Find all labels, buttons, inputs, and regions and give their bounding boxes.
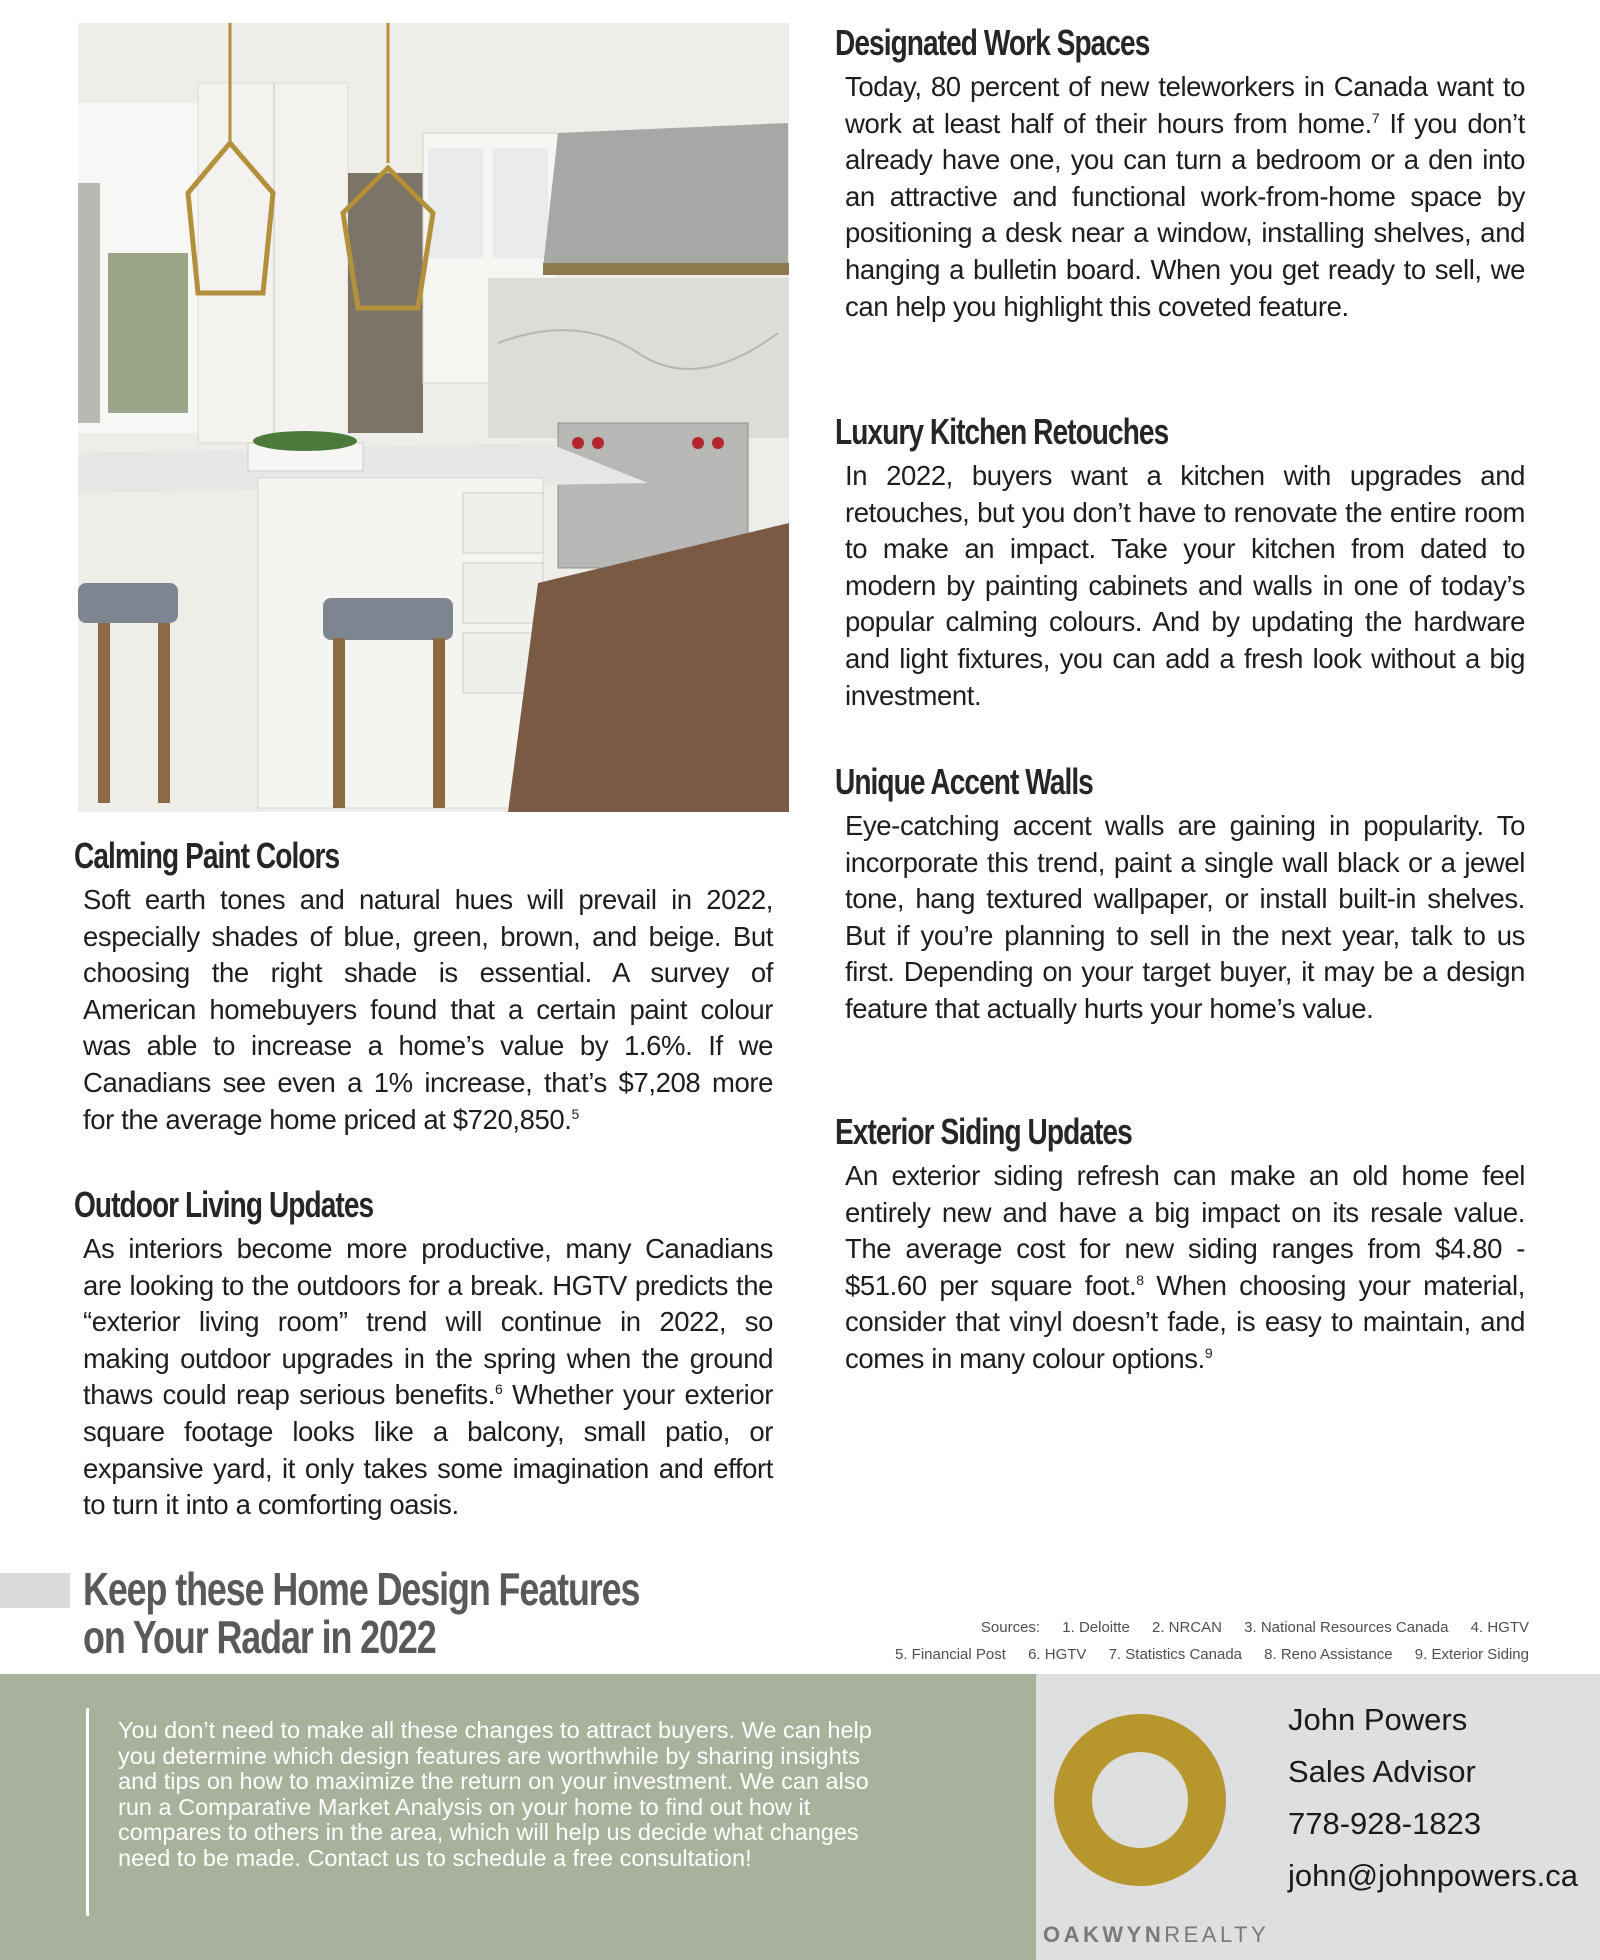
section-title: Luxury Kitchen Retouches [835,411,1169,452]
section-exterior-siding [835,1110,1525,1378]
section-title: Unique Accent Walls [835,761,1093,802]
contact-name: John Powers [1288,1702,1468,1737]
sources-list [877,1614,1529,1668]
footer-divider [86,1708,89,1916]
source-item: 1. Deloitte [1062,1619,1130,1636]
page-headline [83,1565,796,1661]
headline-line-1: Keep these Home Design Features [83,1563,640,1615]
footer-message-panel [0,1674,1036,1960]
source-item: 6. HGTV [1028,1646,1087,1663]
footnote-ref: 8 [1136,1271,1144,1288]
contact-title: Sales Advisor [1288,1754,1476,1789]
kitchen-photo [78,23,789,812]
section-calming-paint [74,834,773,1138]
kitchen-illustration [78,23,789,812]
contact-email[interactable]: john@johnpowers.ca [1288,1858,1578,1893]
section-kitchen-retouches [835,410,1525,714]
source-item: 7. Statistics Canada [1108,1646,1242,1663]
footnote-ref: 7 [1371,109,1380,126]
section-accent-walls [835,760,1525,1028]
section-title: Exterior Siding Updates [835,1111,1132,1152]
footnote-ref: 5 [571,1105,579,1122]
section-title: Calming Paint Colors [74,835,340,876]
sources-row-2 [877,1641,1529,1668]
headline-line-2: on Your Radar in 2022 [83,1611,436,1663]
contact-phone[interactable]: 778-928-1823 [1288,1806,1482,1841]
oakwyn-logo-ring [1052,1712,1228,1888]
section-title: Designated Work Spaces [835,22,1150,63]
headline-accent-bar [0,1573,70,1608]
source-item: 8. Reno Assistance [1264,1646,1393,1663]
brand-wordmark: OAKWYNREALTY [1043,1922,1270,1947]
section-body: Today, 80 percent of new teleworkers in Canada want to work at least half of their hours from home.$^7$ If you don’t already have one, you can turn a bedroom or a den into an attractive and functional work-from-home space by positioning a desk near a window, installing shelves, and hanging a bulletin board. When you get ready to sell, we can help you highlight this coveted feature. [845,71,1525,322]
contact-card [1288,1694,1578,1902]
section-outdoor-living [74,1183,773,1524]
section-title: Outdoor Living Updates [74,1184,374,1225]
sources-label: Sources: [980,1619,1041,1636]
footnote-ref: 6 [495,1381,503,1398]
section-body: In 2022, buyers want a kitchen with upgrades and retouches, but you don’t have to renovate the entire room to make an impact. Take your kitchen from dated to modern by painting cabinets and walls in one of today’s popular calming colours. And by updating the hardware and light fixtures, you can add a fresh look without a big investment. [845,460,1525,711]
footer-message: You don’t need to make all these changes to attract buyers. We can help you determine which design features are worthwhile by sharing insights and tips on how to maximize the return on your investment. We can also run a Comparative Market Analysis on your home to find out how it compares to others in the area, which will help us decide what changes need to be made. Contact us to schedule a free consultation! [118,1717,872,1871]
source-item: 3. National Resources Canada [1244,1619,1449,1636]
section-body: Soft earth tones and natural hues will prevail in 2022, especially shades of blue, green, brown, and beige. But choosing the right shade is essential. A survey of American homebuyers found that a certain paint colour was able to increase a home’s value by 1.6%. If we Canadians see even a 1% increase, that’s $7,208 more for the average home priced at $720,850.$^5$ [83,884,773,1135]
footnote-ref: 9 [1204,1344,1213,1361]
section-body: As interiors become more productive, many Canadians are looking to the outdoors for a break. HGTV predicts the “exterior living room” trend will continue in 2022, so making outdoor upgrades in the spring when the ground thaws could reap serious benefits.$^6$ Whether your exterior square footage looks like a balcony, small patio, or expansive yard, it only takes some imagination and effort to turn it into a comforting oasis. [83,1233,773,1521]
footer-contact-panel [1036,1674,1600,1960]
source-item: 9. Exterior Siding [1414,1646,1529,1663]
section-body: Eye-catching accent walls are gaining in popularity. To incorporate this trend, paint a single wall black or a jewel tone, hang textured wallpaper, or install built-in shelves. But if you’re planning to sell in the next year, talk to us first. Depending on your target buyer, it may be a design feature that actually hurts your home’s value. [845,810,1525,1024]
section-body: An exterior siding refresh can make an old home feel entirely new and have a big impact on its resale value. The average cost for new siding ranges from $4.80 - $51.60 per square foot.$^8$ When choosing your material, consider that vinyl doesn’t fade, is easy to maintain, and comes in many colour options.$^9$ [845,1160,1525,1374]
section-work-spaces [835,21,1525,325]
source-item: 2. NRCAN [1151,1619,1222,1636]
source-item: 4. HGTV [1470,1619,1529,1636]
source-item: 5. Financial Post [895,1646,1006,1663]
sources-row-1 [877,1614,1529,1641]
